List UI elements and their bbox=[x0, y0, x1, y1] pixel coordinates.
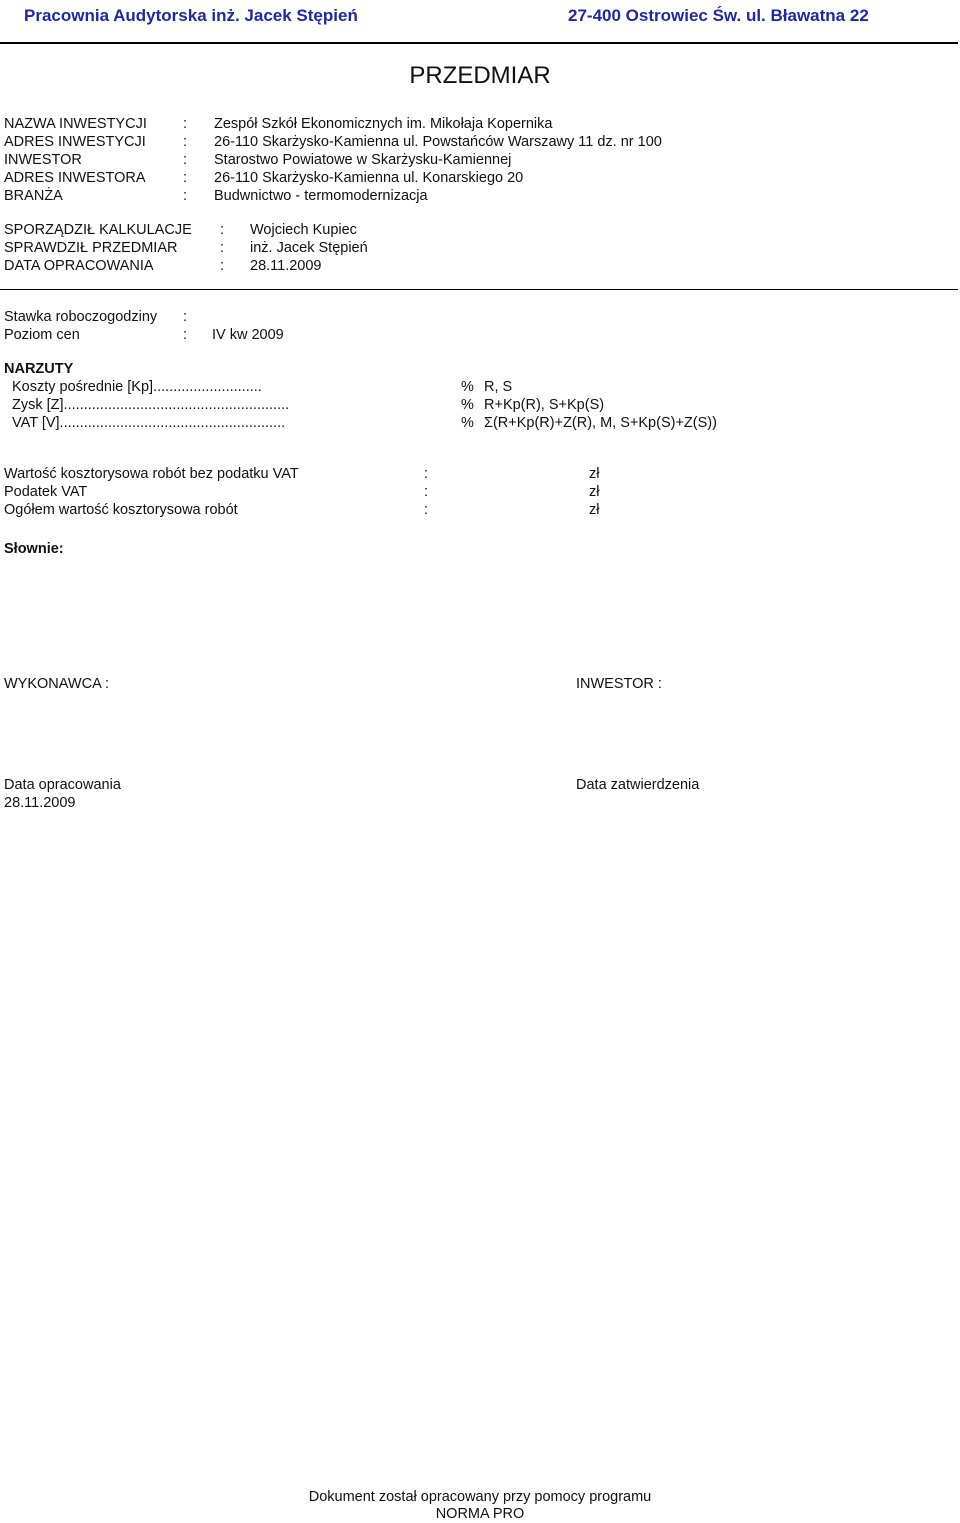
investment-address-value: 26-110 Skarżysko-Kamienna ul. Powstańców Warszawy 11 dz. nr 100 bbox=[214, 134, 662, 150]
separator: : bbox=[220, 222, 225, 238]
footer-note: Dokument został opracowany przy pomocy programu bbox=[308, 1489, 652, 1505]
labor-rate-label: Stawka roboczogodziny bbox=[4, 309, 158, 325]
prepared-date-label: DATA OPRACOWANIA bbox=[4, 258, 154, 274]
currency: zł bbox=[589, 466, 600, 482]
checked-by-value: inż. Jacek Stępień bbox=[250, 240, 368, 256]
investment-name-label: NAZWA INWESTYCJI bbox=[4, 116, 147, 132]
checked-by-label: SPRAWDZIŁ PRZEDMIAR bbox=[4, 240, 178, 256]
profit-label: Zysk [Z]........................................................ bbox=[12, 397, 290, 413]
investor-signature-label: INWESTOR : bbox=[576, 676, 662, 692]
investor-value: Starostwo Powiatowe w Skarżysku-Kamiennej bbox=[214, 152, 512, 168]
section-rule bbox=[0, 289, 958, 290]
separator: : bbox=[424, 466, 429, 482]
separator: : bbox=[183, 134, 188, 150]
calculated-by-label: SPORZĄDZIŁ KALKULACJE bbox=[4, 222, 192, 238]
investor-address-label: ADRES INWESTORA bbox=[4, 170, 146, 186]
company-address: 27-400 Ostrowiec Św. ul. Bławatna 22 bbox=[568, 6, 869, 25]
company-name: Pracownia Audytorska inż. Jacek Stępień bbox=[24, 6, 358, 25]
separator: : bbox=[183, 327, 188, 343]
separator: : bbox=[424, 484, 429, 500]
investor-address-value: 26-110 Skarżysko-Kamienna ul. Konarskiego 20 bbox=[214, 170, 524, 186]
separator: : bbox=[220, 258, 225, 274]
investment-address-label: ADRES INWESTYCJI bbox=[4, 134, 146, 150]
investor-label: INWESTOR bbox=[4, 152, 82, 168]
trade-label: BRANŻA bbox=[4, 188, 63, 204]
currency: zł bbox=[589, 484, 600, 500]
separator: : bbox=[183, 170, 188, 186]
vat-tax-label: Podatek VAT bbox=[4, 484, 88, 500]
percent-unit: % bbox=[461, 379, 474, 395]
percent-unit: % bbox=[461, 397, 474, 413]
prepared-date-value: 28.11.2009 bbox=[250, 258, 322, 274]
total-value-label: Ogółem wartość kosztorysowa robót bbox=[4, 502, 238, 518]
net-value-label: Wartość kosztorysowa robót bez podatku VAT bbox=[4, 466, 299, 482]
separator: : bbox=[424, 502, 429, 518]
approval-date-label: Data zatwierdzenia bbox=[576, 777, 700, 793]
trade-value: Budwnictwo - termomodernizacja bbox=[214, 188, 428, 204]
indirect-costs-base: R, S bbox=[484, 379, 513, 395]
separator: : bbox=[183, 188, 188, 204]
calculated-by-value: Wojciech Kupiec bbox=[250, 222, 357, 238]
separator: : bbox=[220, 240, 225, 256]
separator: : bbox=[183, 152, 188, 168]
in-words-label: Słownie: bbox=[4, 541, 64, 557]
vat-label: VAT [V]........................................................ bbox=[12, 415, 286, 431]
preparation-date-label: Data opracowania bbox=[4, 777, 121, 793]
separator: : bbox=[183, 116, 188, 132]
percent-unit: % bbox=[461, 415, 474, 431]
contractor-label: WYKONAWCA : bbox=[4, 676, 109, 692]
preparation-date-value: 28.11.2009 bbox=[4, 795, 76, 811]
indirect-costs-label: Koszty pośrednie [Kp]........................... bbox=[12, 379, 262, 395]
document-title: PRZEDMIAR bbox=[409, 62, 551, 89]
separator: : bbox=[183, 309, 188, 325]
footer-software: NORMA PRO bbox=[435, 1506, 525, 1522]
investment-name-value: Zespół Szkół Ekonomicznych im. Mikołaja Kopernika bbox=[214, 116, 553, 132]
vat-base: Σ(R+Kp(R)+Z(R), M, S+Kp(S)+Z(S)) bbox=[484, 415, 717, 431]
profit-base: R+Kp(R), S+Kp(S) bbox=[484, 397, 605, 413]
currency: zł bbox=[589, 502, 600, 518]
price-level-label: Poziom cen bbox=[4, 327, 80, 343]
header-rule bbox=[0, 42, 958, 44]
price-level-value: IV kw 2009 bbox=[212, 327, 284, 343]
surcharges-heading: NARZUTY bbox=[4, 361, 74, 377]
